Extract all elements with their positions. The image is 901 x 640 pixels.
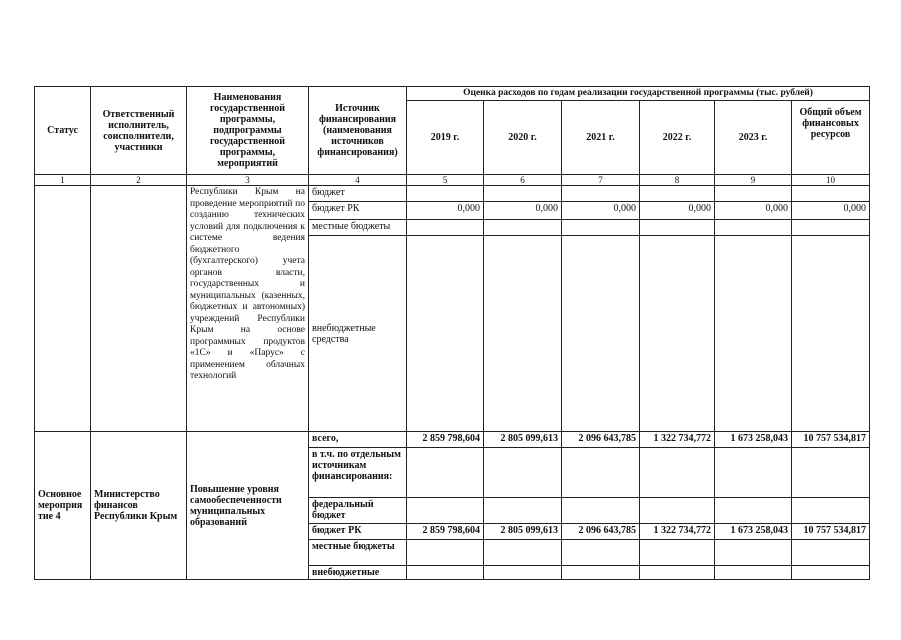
status-cell: [35, 186, 91, 432]
status-cell: Основное мероприя тие 4: [35, 432, 91, 580]
value-cell: [407, 540, 484, 566]
value-cell: 2 096 643,785: [562, 524, 640, 540]
responsible-cell: Министерство финансов Республики Крым: [91, 432, 187, 580]
value-cell: [484, 566, 562, 580]
value-cell: 2 859 798,604: [407, 524, 484, 540]
value-cell: 1 322 734,772: [640, 524, 715, 540]
header-year: 2019 г.: [407, 101, 484, 175]
source-cell: внебюджетные средства: [309, 236, 407, 432]
value-cell: [715, 448, 792, 498]
value-cell: [640, 236, 715, 432]
value-cell: 0,000: [562, 202, 640, 220]
value-cell: [484, 540, 562, 566]
value-cell: 10 757 534,817: [792, 524, 870, 540]
value-cell: [407, 498, 484, 524]
column-index: 7: [562, 175, 640, 186]
source-cell: всего,: [309, 432, 407, 448]
header-program-name: Наименования государственной программы, подпрограммы государственной программы, мероприятий: [187, 87, 309, 175]
value-cell: [562, 498, 640, 524]
table-row: [35, 432, 870, 448]
header-year: 2021 г.: [562, 101, 640, 175]
column-index: 1: [35, 175, 91, 186]
source-cell: местные бюджеты: [309, 220, 407, 236]
measure-description: Республики Крым на проведение мероприятий по созданию технических условий для подключения к системе ведения бюджетного (бухгалтерского) учета органов власти, государственных и муниципальных (казенных, бюджетных и автономных) учреждений Республики Крым на основе программных продуктов «1С» и «Парус» с применением облачных технологий: [187, 186, 309, 432]
source-cell: в т.ч. по отдельным источникам финансирования:: [309, 448, 407, 498]
column-index: 8: [640, 175, 715, 186]
value-cell: [792, 186, 870, 202]
header-source: Источник финансирования (наименования источников финансирования): [309, 87, 407, 175]
column-index: 9: [715, 175, 792, 186]
value-cell: [640, 220, 715, 236]
responsible-cell: [91, 186, 187, 432]
source-cell: бюджет: [309, 186, 407, 202]
value-cell: [715, 566, 792, 580]
budget-table: [34, 86, 870, 580]
value-cell: 2 805 099,613: [484, 524, 562, 540]
value-cell: [640, 186, 715, 202]
value-cell: [715, 186, 792, 202]
value-cell: [484, 448, 562, 498]
value-cell: 2 096 643,785: [562, 432, 640, 448]
value-cell: [715, 498, 792, 524]
source-cell: внебюджетные: [309, 566, 407, 580]
value-cell: [640, 498, 715, 524]
value-cell: 0,000: [640, 202, 715, 220]
value-cell: 0,000: [792, 202, 870, 220]
value-cell: [792, 236, 870, 432]
value-cell: [562, 566, 640, 580]
value-cell: [715, 540, 792, 566]
value-cell: [715, 220, 792, 236]
value-cell: [792, 566, 870, 580]
value-cell: [407, 566, 484, 580]
value-cell: [407, 186, 484, 202]
column-index-row: [35, 175, 870, 186]
value-cell: 0,000: [407, 202, 484, 220]
header-status: Статус: [35, 87, 91, 175]
value-cell: [562, 220, 640, 236]
value-cell: [484, 220, 562, 236]
header-total: Общий объем финансовых ресурсов: [792, 101, 870, 175]
header-year: 2023 г.: [715, 101, 792, 175]
measure-name: Повышение уровня самообеспеченности муниципальных образований: [187, 432, 309, 580]
value-cell: 1 673 258,043: [715, 432, 792, 448]
column-index: 5: [407, 175, 484, 186]
source-cell: бюджет РК: [309, 202, 407, 220]
budget-table-sheet: [34, 86, 869, 580]
value-cell: 0,000: [715, 202, 792, 220]
header-estimate: Оценка расходов по годам реализации государственной программы (тыс. рублей): [407, 87, 870, 101]
value-cell: [792, 498, 870, 524]
value-cell: [792, 540, 870, 566]
value-cell: [407, 220, 484, 236]
column-index: 4: [309, 175, 407, 186]
value-cell: [562, 448, 640, 498]
value-cell: 10 757 534,817: [792, 432, 870, 448]
value-cell: [715, 236, 792, 432]
value-cell: [640, 448, 715, 498]
source-cell: местные бюджеты: [309, 540, 407, 566]
value-cell: [640, 566, 715, 580]
column-index: 2: [91, 175, 187, 186]
table-row: [35, 186, 870, 202]
value-cell: [407, 448, 484, 498]
source-cell: федеральный бюджет: [309, 498, 407, 524]
header-year: 2020 г.: [484, 101, 562, 175]
column-index: 3: [187, 175, 309, 186]
value-cell: [562, 540, 640, 566]
value-cell: [792, 448, 870, 498]
value-cell: 2 859 798,604: [407, 432, 484, 448]
value-cell: [484, 236, 562, 432]
value-cell: [562, 236, 640, 432]
value-cell: 1 673 258,043: [715, 524, 792, 540]
header-responsible: Ответственный исполнитель, соисполнители, участники: [91, 87, 187, 175]
column-index: 10: [792, 175, 870, 186]
header-year: 2022 г.: [640, 101, 715, 175]
value-cell: [484, 186, 562, 202]
value-cell: 1 322 734,772: [640, 432, 715, 448]
value-cell: [407, 236, 484, 432]
value-cell: [562, 186, 640, 202]
source-cell: бюджет РК: [309, 524, 407, 540]
value-cell: 2 805 099,613: [484, 432, 562, 448]
value-cell: 0,000: [484, 202, 562, 220]
value-cell: [640, 540, 715, 566]
value-cell: [792, 220, 870, 236]
column-index: 6: [484, 175, 562, 186]
value-cell: [484, 498, 562, 524]
